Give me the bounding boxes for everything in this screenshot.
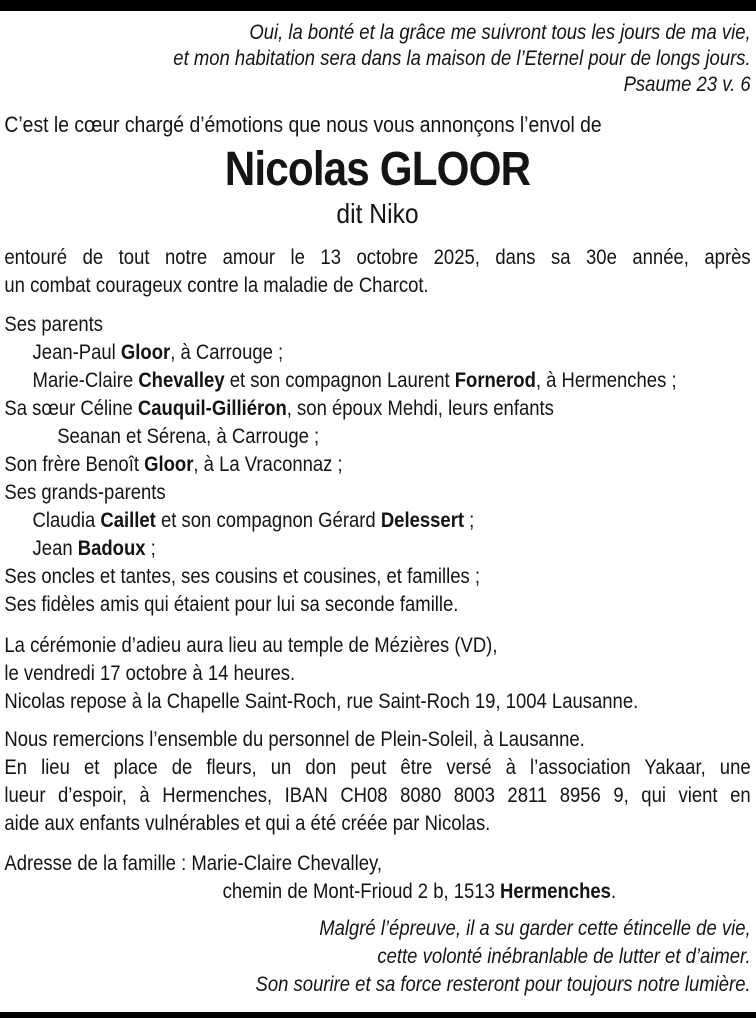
- text-segment: Ses oncles et tantes, ses cousins et cousines, et familles ;: [4, 565, 480, 588]
- text-segment: Oui, la bonté et la grâce me suivront tous les jours de ma vie,: [249, 21, 751, 44]
- text-segment: Jean-Paul: [32, 341, 121, 364]
- text-segment: La cérémonie d’adieu aura lieu au temple de Mézières (VD),: [4, 634, 498, 657]
- text-segment: Jean: [32, 537, 78, 560]
- text-segment: Malgré l’épreuve, il a su garder cette étincelle de vie,: [319, 917, 751, 940]
- text-line: [4, 423, 750, 451]
- text-line: [4, 782, 750, 810]
- text-segment: et mon habitation sera dans la maison de l’Eternel pour de longs jours.: [173, 47, 751, 70]
- text-segment: Nous remercions l’ensemble du personnel de Plein-Soleil, à Lausanne.: [4, 728, 585, 751]
- text-line: [4, 507, 750, 535]
- text-line: [4, 535, 750, 563]
- text-segment: , à Hermenches ;: [535, 369, 677, 392]
- text-line: [4, 915, 750, 943]
- text-line: [4, 20, 750, 46]
- text-segment: et son compagnon Laurent: [224, 369, 455, 392]
- text-line: [4, 479, 750, 507]
- text-line: [4, 451, 750, 479]
- text-segment: Marie-Claire: [32, 369, 139, 392]
- text-segment: Nicolas repose à la Chapelle Saint-Roch, rue Saint-Roch 19, 1004 Lausanne.: [4, 690, 639, 713]
- text-segment: Ses parents: [4, 313, 104, 336]
- text-segment: et son compagnon Gérard: [155, 509, 381, 532]
- text-segment: ;: [145, 537, 156, 560]
- text-segment: Son sourire et sa force resteront pour toujours notre lumière.: [255, 973, 751, 996]
- text-segment: aide aux enfants vulnérables et qui a été créée par Nicolas.: [4, 812, 491, 835]
- text-segment: , à La Vraconnaz ;: [193, 453, 343, 476]
- text-line: [4, 72, 750, 98]
- text-line: [4, 244, 750, 272]
- text-segment: cette volonté inébranlable de lutter et d’aimer.: [377, 945, 751, 968]
- text-segment: Psaume 23 v. 6: [623, 73, 751, 96]
- family-members-list: [4, 311, 750, 619]
- closing-tribute-quote: [4, 915, 750, 999]
- text-line: [4, 272, 750, 300]
- text-line: [4, 754, 750, 782]
- opening-psalm-quote: [4, 20, 750, 98]
- emphasized-name: Gloor: [120, 341, 171, 364]
- family-address: [4, 850, 750, 906]
- text-segment: lueur d’espoir, à Hermenches, IBAN CH08 8080 8003 2811 8956 9, qui vient en: [4, 784, 751, 807]
- text-line: [4, 878, 750, 906]
- text-line: [4, 591, 750, 619]
- text-line: [4, 563, 750, 591]
- emphasized-name: Caillet: [100, 509, 156, 532]
- text-segment: , à Carrouge ;: [170, 341, 284, 364]
- bottom-border-rule: [0, 1012, 756, 1018]
- notice-content: [0, 20, 756, 999]
- text-segment: Son frère Benoît: [4, 453, 145, 476]
- emphasized-name: Fornerod: [454, 369, 536, 392]
- text-segment: Sa sœur Céline: [4, 397, 138, 420]
- text-segment: ;: [464, 509, 475, 532]
- text-segment: En lieu et place de fleurs, un don peut être versé à l’association Yakaar, une: [4, 756, 751, 779]
- text-line: [4, 367, 750, 395]
- text-line: [4, 688, 750, 716]
- emphasized-name: Hermenches: [500, 880, 611, 903]
- text-segment: un combat courageux contre la maladie de Charcot.: [4, 274, 429, 297]
- text-line: [4, 943, 750, 971]
- text-segment: Ses fidèles amis qui étaient pour lui sa seconde famille.: [4, 593, 459, 616]
- text-segment: Ses grands-parents: [4, 481, 166, 504]
- text-line: [4, 311, 750, 339]
- text-segment: , son époux Mehdi, leurs enfants: [286, 397, 554, 420]
- text-line: [4, 632, 750, 660]
- text-segment: Adresse de la famille : Marie-Claire Chevalley,: [4, 852, 383, 875]
- text-segment: Claudia: [32, 509, 101, 532]
- text-line: [4, 46, 750, 72]
- thanks-and-donation-paragraph: [4, 726, 750, 838]
- text-segment: Seanan et Sérena, à Carrouge ;: [57, 425, 320, 448]
- deceased-name: Nicolas GLOOR: [224, 143, 531, 196]
- death-announcement-paragraph: [4, 244, 750, 300]
- top-border-rule: [0, 0, 756, 11]
- text-line: [4, 850, 750, 878]
- text-segment: le vendredi 17 octobre à 14 heures.: [4, 662, 296, 685]
- text-line: [4, 810, 750, 838]
- text-line: [4, 395, 750, 423]
- text-line: [4, 339, 750, 367]
- text-segment: .: [610, 880, 617, 903]
- announcement-intro: C’est le cœur chargé d’émotions que nous vous annonçons l’envol de: [4, 112, 602, 137]
- emphasized-name: Cauquil-Gilliéron: [137, 397, 287, 420]
- emphasized-name: Delessert: [380, 509, 465, 532]
- emphasized-name: Gloor: [144, 453, 194, 476]
- text-line: [4, 726, 750, 754]
- ceremony-details: [4, 632, 750, 716]
- deceased-nickname: dit Niko: [336, 198, 419, 229]
- emphasized-name: Chevalley: [138, 369, 225, 392]
- text-line: [4, 660, 750, 688]
- text-line: [4, 971, 750, 999]
- emphasized-name: Badoux: [77, 537, 146, 560]
- text-segment: entouré de tout notre amour le 13 octobre 2025, dans sa 30e année, après: [4, 246, 751, 269]
- text-segment: chemin de Mont-Frioud 2 b, 1513: [222, 880, 501, 903]
